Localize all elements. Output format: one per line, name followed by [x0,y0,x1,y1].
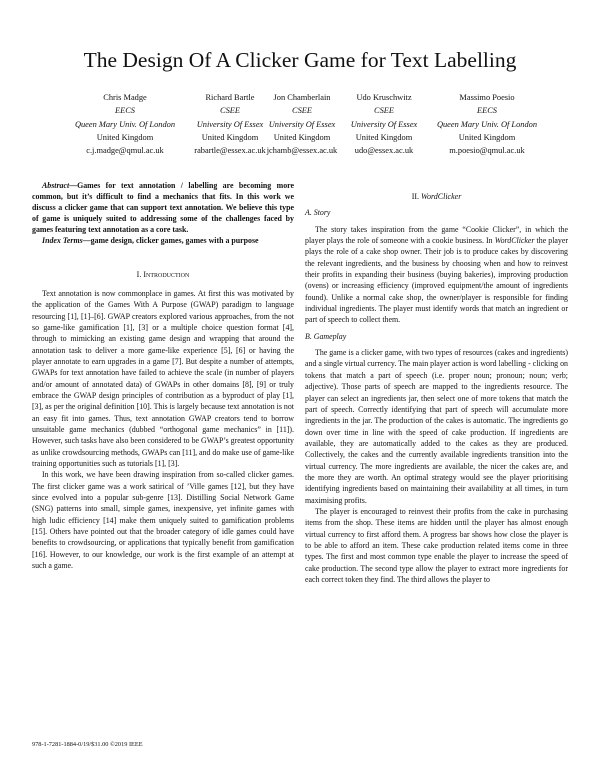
paragraph: The player is encouraged to reinvest their profits from the cake in purchasing items from the shop. These items are hidden until the player has almost enough virtual currency to first afford them. A progress bar shows how close the player is to be able to afford an item. These cake production related items come in three types. The first and most common type enable the player to increase the speed of cake production. The second type allow the player to extract more ingredients for each correct token they find. The third allows the player to [305,506,568,584]
section-title: WordClicker [421,192,462,201]
subsection-heading: B. Gameplay [305,331,347,341]
subsection-heading: A. Story [305,208,331,218]
author-country: United Kingdom [355,132,413,142]
abstract-text: —Games for text annotation / labelling are becoming more common, but it’s difficult to find a mechanics that fits. In this work we discuss a clicker game that can support text annotation. We believe this type of game is uniquely suited to addressing some of the challenges faced by games featuring text annotation as a core task. [32,181,294,235]
author-institution: University Of Essex [268,119,336,129]
author-name: Jon Chamberlain [273,93,331,102]
abstract [32,180,294,235]
index-terms [32,235,294,246]
author-block [67,91,183,157]
author-country: United Kingdom [273,132,331,142]
author-institution: Queen Mary Univ. Of London [436,119,538,129]
index-terms-label: Index Terms [42,236,83,246]
paragraph-text: the player plays the role of a cake shop owner. Their job is to produce cakes by discovering the relevant ingredients, and the business by choosing when and how to reinvest their profits in expanding their business (buying bakeries), improving production (ovens) or increasing efficiency (improved equipment/the amount of ingredients found). Unlike a normal cake shop, the owner/player is responsible for finding individual ingredients. The player must identify words that match an ingredient or part of speech to collect them. [305,236,568,325]
author-email: jchamb@essex.ac.uk [266,146,338,156]
copyright-footer: 978-1-7281-1884-0/19/$31.00 ©2019 IEEE [32,741,143,748]
author-country: United Kingdom [201,132,259,142]
author-block [337,91,431,157]
author-email: m.poesio@qmul.ac.uk [449,146,525,156]
author-email: udo@essex.ac.uk [354,146,414,156]
game-name: WordClicker [494,236,535,246]
author-email: rabartle@essex.ac.uk [194,146,266,156]
paragraph-text: The story takes inspiration from the game “Cookie Clicker”, in which the player plays the role of someone with a cookie business. In [305,224,568,246]
author-block [256,91,348,157]
paragraph: The game is a clicker game, with two types of resources (cakes and ingredients) and a single virtual currency. The main player action is word labelling - clicking on tokens that match a part of speech (i.e. proper noun; pronoun; noun; verb; adjective). Those parts of speech are mapped to the ingredients resource. The player can select an ingredients jar, then select one of more tokens that match the part of speech. Correctly identifying that part of speech will accumulate more ingredients in the jar. The production of the cakes is automatic. The ingredients go down over time in line with the speed of cake production. If ingredients are available, they are automatically added to the cakes as they are produced. Collectively, the cakes and the currently available ingredients transition into the virtual currency. The more ingredients are available, the nicer the cakes are, and the more they are worth. An optimal strategy would see the player prioritising identifying ingredients based on maintaining their availability at all times, in turn maximising profits. [305,348,568,505]
author-country: United Kingdom [458,132,516,142]
author-dept: CSEE [291,106,312,116]
paragraph: Text annotation is now commonplace in games. At first this was motivated by the application of the Games With A Purpose (GWAP) paradigm to language resourcing [1], [1]–[6]. GWAP creators explored various approaches, from the not so game-like gamification [1], [3] or a multiple choice question format [4], through to mimicking an existing game design and wrapping that around the annotation task to deliver a more game-like experience [5], [6] or having the player annotate to earn upgrades in a game [7]. But despite a number of attempts, GWAPs for text annotation have failed to achieve the scale (in number of players and/or amount of annotated data) of GWAPs in other domains [8], [9] or truly embrace the GWAP design principles of contribution as a byproduct of play [1], [3], as per the original definition [10]. This is largely because text annotation is not an easy fit into games. Thus, text annotation GWAP creators tend to borrow unsuitable game mechanics (dubbed “orthogonal game mechanics” in [11]). However, such tasks have also been considered to be GWAP’s greatest opportunity as unlike crowdsourcing methods, GWAPs can [11], and do make use of game-like training opportunities such as tutorials [1], [3]. [32,288,294,469]
author-email: c.j.madge@qmul.ac.uk [86,146,164,156]
author-dept: EECS [476,106,497,116]
author-block [431,91,543,157]
left-column [32,180,294,572]
section-heading: I. Introduction [136,269,190,279]
index-terms-text: —game design, clicker games, games with a purpose [82,236,259,246]
author-dept: CSEE [219,106,240,116]
author-dept: CSEE [373,106,394,116]
author-dept: EECS [114,106,135,116]
section-heading [305,191,568,202]
author-institution: Queen Mary Univ. Of London [74,119,176,129]
author-name: Richard Bartle [205,93,255,102]
author-institution: University Of Essex [350,119,418,129]
author-institution: University Of Essex [196,119,264,129]
author-name: Massimo Poesio [459,93,515,102]
paragraph: In this work, we have been drawing inspiration from so-called clicker games. The first clicker game was a work satirical of ’Ville games [12], but they have since evolved into a popular sub-genre [13]. Distilling Social Network Game (SNG) patterns into small, simple games, inexpensive, yet infinite games with high ludic efficiency [14] make them uniquely suited to gamification problems [15]. Others have pointed out that the broader category of idle games could have benefits to crowdsourcing, or applications that typically benefit from gamification [16]. However, to our knowledge, our work is the first example of an attempt at such a game. [32,470,294,571]
author-name: Chris Madge [103,93,147,102]
abstract-label: Abstract [42,181,70,190]
paragraph [305,224,568,326]
section-number: II. [411,192,422,201]
paper-title: The Design Of A Clicker Game for Text Labelling [83,48,517,72]
author-name: Udo Kruschwitz [356,93,412,102]
author-country: United Kingdom [96,132,154,142]
right-column [305,191,568,585]
